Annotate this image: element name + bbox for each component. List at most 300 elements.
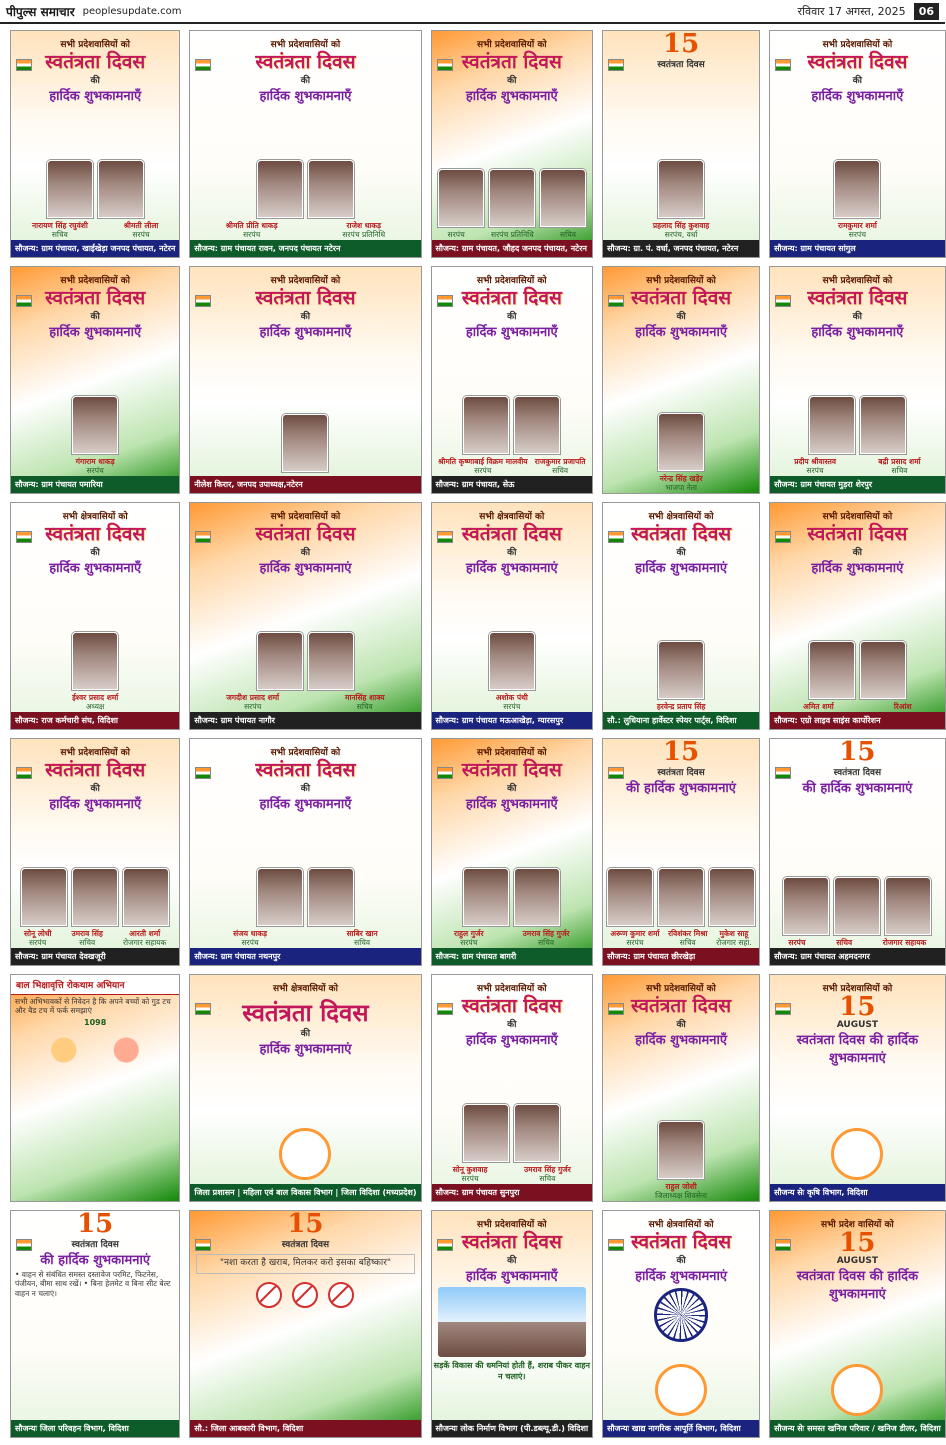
photo-row: [770, 340, 945, 456]
ad-sponsor-footer: सौजन्यः खाद्य नागरिक आपूर्ति विभाग, विदिशा: [603, 1420, 759, 1437]
person-role: सचिव: [79, 938, 96, 947]
person-name: मुकेश साहू रोजगार सहा.: [716, 929, 752, 947]
person-name: हरवेन्द्र प्रताप सिंह: [656, 702, 706, 711]
ad-sponsor-footer: सौजन्य: ग्राम पंचायत सुनपुरा: [432, 1184, 593, 1201]
photo-row: [11, 812, 179, 928]
ad-subtitle: की: [90, 547, 100, 558]
person-name: उमराव सिंह गुर्जर सचिव: [522, 929, 570, 947]
indian-flag-icon: [608, 767, 624, 779]
ad-sponsor-footer: सौजन्यः लोक निर्माण विभाग (पी.डब्ल्यू.डी.) विदिशा: [432, 1420, 593, 1437]
indian-flag-icon: [775, 767, 791, 779]
person-role: सचिव: [354, 938, 371, 947]
ad-wish: हार्दिक शुभकामनाएं: [465, 560, 558, 576]
person-photo: [783, 877, 829, 935]
person-role: सरपंच: [806, 466, 824, 475]
person-photo: [658, 413, 704, 471]
person-photo: [21, 868, 67, 926]
person-role: सचिव: [356, 702, 373, 711]
ad-sponsor-footer: सौजन्य: ग्राम पंचायत छीरखेड़ा: [603, 948, 759, 965]
ad-sponsor-footer: सौजन्य सेः कृषि विभाग, विदिशा: [770, 1184, 945, 1201]
person-photo: [282, 414, 328, 472]
ad-card: [189, 502, 421, 730]
ad-subtitle: की: [507, 1019, 517, 1030]
indian-flag-icon: [195, 59, 211, 71]
indian-flag-icon: [608, 1239, 624, 1251]
person-name: सरपंच: [788, 938, 806, 947]
person-name: राहुल जोशी जिलाध्यक्ष शिवसेना: [655, 1182, 707, 1200]
person-name: बद्री प्रसाद शर्मा सचिव: [878, 457, 921, 475]
ad-title: स्वतंत्रता दिवस: [461, 995, 562, 1017]
ad-subtitle: की: [852, 311, 862, 322]
person-photo: [463, 868, 509, 926]
person-role: सचिव: [560, 230, 576, 239]
ad-wish: की हार्दिक शुभकामनाएं: [802, 781, 913, 796]
name-row: [11, 928, 179, 948]
person-name: राहुल गुर्जर सरपंच: [454, 929, 484, 947]
ad-wish: की हार्दिक शुभकामनाएं: [626, 781, 736, 796]
ad-card: [602, 30, 760, 258]
ad-subtitle: की: [852, 547, 862, 558]
person-role: सरपंच: [848, 230, 866, 239]
decoration-circle: [655, 1364, 707, 1416]
person-role: सरपंच: [474, 466, 492, 475]
ad-wish: हार्दिक शुभकामनाएँ: [465, 88, 558, 104]
fifteen-august-logo: 15: [662, 737, 700, 767]
name-row: [190, 220, 420, 240]
person-role: सरपंच: [461, 1174, 479, 1183]
person-role: सचिव: [552, 466, 569, 475]
photo-row: [432, 812, 593, 928]
ad-greeting: सभी प्रदेशवासियों को: [477, 984, 547, 994]
ad-card: [189, 1210, 421, 1438]
photo-row: [11, 104, 179, 220]
person-photo: [308, 160, 354, 218]
person-photo: [308, 868, 354, 926]
no-symbol-icon: [256, 1282, 282, 1308]
ad-wish: हार्दिक शुभकामनाएँ: [259, 796, 352, 812]
ad-wish: हार्दिक शुभकामनाएँ: [259, 88, 352, 104]
ad-sponsor-footer: सौजन्य: ग्राम पंचायत बागरी: [432, 948, 593, 965]
ad-sponsor-footer: सौजन्य: ग्राम पंचायत रावन, जनपद पंचायत नटेरन: [190, 240, 420, 257]
ad-wish: हार्दिक शुभकामनाएँ: [465, 1032, 558, 1048]
ad-card: [602, 1210, 760, 1438]
ad-card: [431, 266, 594, 494]
person-photo: [809, 396, 855, 454]
person-photo: [834, 160, 880, 218]
person-photo: [72, 868, 118, 926]
person-photo: [514, 1104, 560, 1162]
ad-subtitle: की: [90, 311, 100, 322]
ad-card: [189, 266, 421, 494]
ad-subtitle: की: [300, 783, 311, 794]
ad-card: [769, 502, 946, 730]
ad-sponsor-footer: सौजन्य: ग्राम पंचायत नागौर: [190, 712, 420, 729]
name-row: [603, 220, 759, 240]
photo-row: [770, 104, 945, 220]
name-row: [603, 928, 759, 948]
ad-title: स्वतंत्रता दिवस: [242, 999, 369, 1027]
person-photo: [123, 868, 169, 926]
photo-row: [603, 340, 759, 473]
person-photo: [463, 396, 509, 454]
name-row: [11, 456, 179, 476]
ad-card: [431, 30, 594, 258]
ad-sponsor-footer: सौजन्य: ग्राम पंचायत, सेऊ: [432, 476, 593, 493]
website-url[interactable]: peoplesupdate.com: [82, 5, 182, 17]
ad-wish: हार्दिक शुभकामनाएं: [259, 1042, 352, 1058]
ad-wish: हार्दिक शुभकामनाएं: [635, 1268, 728, 1284]
ad-wish: हार्दिक शुभकामनाएं: [811, 560, 904, 576]
ad-subtitle: की: [507, 1255, 517, 1266]
name-row: [190, 928, 420, 948]
photo-row: [11, 576, 179, 692]
person-name: गंगाराम धाकड़ सरपंच: [75, 457, 115, 475]
person-role: सरपंच: [626, 938, 644, 947]
person-name: नारायण सिंह रघुवंशी सचिव: [31, 221, 88, 239]
masthead: [0, 0, 945, 24]
ad-subtitle: की: [676, 311, 686, 322]
ad-subtitle: की: [300, 311, 311, 322]
indian-flag-icon: [775, 531, 791, 543]
ad-wish: हार्दिक शुभकामनाएँ: [49, 796, 142, 812]
ad-subtitle: की: [300, 75, 311, 86]
ad-sponsor-footer: जिला प्रशासन | महिला एवं बाल विकास विभाग | जिला विदिशा (मध्यप्रदेश): [190, 1184, 420, 1201]
ad-subtitle: की: [852, 75, 862, 86]
ad-title: स्वतंत्रता दिवस: [461, 51, 562, 73]
person-role: सचिव: [538, 938, 555, 947]
ad-sponsor-footer: सौजन्य: ग्राम पंचायत पमारिया: [11, 476, 179, 493]
person-name: श्रीमति प्रीति धाकड़ सरपंच: [225, 221, 278, 239]
person-photo: [72, 396, 118, 454]
ad-sponsor-footer: सौजन्य: ग्रा. पं. वर्धा, जनपद पंचायत, नटेरन: [603, 240, 759, 257]
ad-subtitle: की: [507, 75, 517, 86]
person-name: साबिर खान सचिव: [346, 929, 378, 947]
person-role: सचिव: [679, 938, 696, 947]
name-row: [770, 937, 945, 948]
ad-sponsor-footer: सौजन्यः जिला परिवहन विभाग, विदिशा: [11, 1420, 179, 1437]
person-name: आरती शर्मा रोजगार सहायक: [123, 929, 167, 947]
person-name: जगदीश प्रसाद शर्मा सरपंच: [226, 693, 280, 711]
ad-wish: हार्दिक शुभकामनाएँ: [49, 560, 142, 576]
person-role: सचिव: [51, 230, 68, 239]
masthead-brand: [6, 3, 182, 20]
indian-flag-icon: [437, 59, 453, 71]
ad-greeting: सभी प्रदेशवासियों को: [60, 40, 130, 50]
photo-row: [432, 1048, 593, 1164]
ad-subtitle: स्वतंत्रता दिवस: [657, 768, 705, 778]
person-name: सोनू लोधी सरपंच: [24, 929, 52, 947]
photo-row: [190, 812, 420, 928]
ad-greeting: सभी प्रदेशवासियों को: [822, 276, 893, 286]
person-photo: [257, 160, 303, 218]
ad-subtitle: की: [676, 547, 686, 558]
decoration-circle: [831, 1364, 883, 1416]
photo-row: [432, 340, 593, 456]
person-photo: [438, 169, 484, 227]
ad-card: [602, 266, 760, 494]
person-role: सरपंच प्रतिनिधि: [342, 230, 386, 239]
ad-title: स्वतंत्रता दिवस: [255, 523, 356, 545]
ad-greeting: सभी क्षेत्रवासियों को: [479, 512, 545, 522]
photo-row: [190, 576, 420, 692]
person-name: नरेन्द्र सिंह खड़ेर भाजपा नेता: [659, 474, 703, 492]
ad-greeting: सभी क्षेत्रवासियों को: [648, 512, 714, 522]
person-name: उमराव सिंह गुर्जर सचिव: [523, 1165, 571, 1183]
name-row: [770, 456, 945, 476]
ad-wish: हार्दिक शुभकामनाएँ: [811, 88, 904, 104]
ad-subtitle: की: [300, 547, 311, 558]
road-illustration: [438, 1287, 587, 1357]
person-photo: [257, 632, 303, 690]
person-photo: [658, 160, 704, 218]
ad-wish: स्वतंत्रता दिवस की हार्दिक शुभकामनाएं: [796, 1033, 919, 1066]
person-role: सरपंच: [241, 938, 259, 947]
ad-greeting: सभी प्रदेशवासियों को: [60, 748, 130, 758]
person-photo: [540, 169, 586, 227]
ad-greeting: सभी प्रदेशवासियों को: [477, 276, 547, 286]
ad-card: [431, 1210, 594, 1438]
name-row: [770, 701, 945, 712]
ad-title: स्वतंत्रता दिवस: [45, 523, 146, 545]
person-role: सरपंच: [243, 230, 261, 239]
ad-greeting: सभी प्रदेशवासियों को: [822, 512, 893, 522]
ad-sponsor-footer: सौ.: जिला आबकारी विभाग, विदिशा: [190, 1420, 420, 1437]
person-name: प्रदीप श्रीवास्तव सरपंच: [794, 457, 837, 475]
name-row: [11, 220, 179, 240]
prohibition-icons: [190, 1282, 420, 1308]
ad-subtitle: की: [676, 1255, 686, 1266]
person-photo: [607, 868, 653, 926]
ad-greeting: सभी क्षेत्रवासियों को: [648, 1220, 714, 1230]
photo-row: [432, 104, 593, 229]
person-photo: [860, 641, 906, 699]
ad-card: [769, 738, 946, 966]
ad-subtitle: स्वतंत्रता दिवस: [833, 768, 882, 778]
name-row: [603, 1181, 759, 1201]
person-name: श्रीमती लीला सरपंच: [123, 221, 159, 239]
ad-subtitle: की: [507, 311, 517, 322]
ashoka-chakra-icon: [654, 1288, 708, 1342]
fifteen-august-logo: 15: [287, 1209, 324, 1239]
ad-subtitle: की: [507, 783, 517, 794]
roads-message: सड़कें विकास की धमनियां होती हैं, शराब पीकर वाहन न चलाएं।: [433, 1360, 590, 1381]
indian-flag-icon: [775, 295, 791, 307]
person-photo: [514, 396, 560, 454]
ad-greeting: सभी प्रदेशवासियों को: [270, 748, 341, 758]
indian-flag-icon: [437, 767, 453, 779]
person-photo: [489, 632, 535, 690]
person-name: [560, 230, 576, 239]
indian-flag-icon: [195, 531, 211, 543]
ad-card: [189, 30, 421, 258]
name-row: [11, 692, 179, 712]
person-photo: [514, 868, 560, 926]
person-photo: [885, 877, 931, 935]
person-name: मानसिंह शाक्य सचिव: [344, 693, 385, 711]
ad-greeting: सभी प्रदेशवासियों को: [270, 276, 341, 286]
ad-greeting: सभी क्षेत्रवासियों को: [272, 984, 338, 994]
person-role: सरपंच प्रतिनिधि: [491, 230, 534, 239]
photo-row: [603, 1048, 759, 1181]
person-name: संजय धाकड़ सरपंच: [233, 929, 268, 947]
indian-flag-icon: [195, 767, 211, 779]
ad-sponsor-footer: सौजन्य: एग्रो लाइव साइंस कार्पोरेशन: [770, 712, 945, 729]
ad-title: स्वतंत्रता दिवस: [461, 1231, 562, 1253]
ad-card: [769, 30, 946, 258]
ad-card: [189, 974, 421, 1202]
person-role: रोजगार सहायक: [123, 938, 167, 947]
ad-greeting: सभी प्रदेशवासियों को: [822, 40, 893, 50]
indian-flag-icon: [437, 1239, 453, 1251]
indian-flag-icon: [608, 1003, 624, 1015]
ad-title: स्वतंत्रता दिवस: [807, 51, 908, 73]
indian-flag-icon: [608, 295, 624, 307]
ad-sponsor-footer: नीलेश किरार, जनपद उपाध्यक्ष,नटेरन: [190, 476, 420, 493]
person-name: [448, 230, 465, 239]
person-photo: [658, 641, 704, 699]
ad-card: [769, 266, 946, 494]
decoration-circle: [279, 1128, 331, 1180]
campaign-text: सभी अभिभावकों से निवेदन है कि अपने बच्चों को गुड टच और बैड टच में फर्क समझाएं: [15, 997, 171, 1016]
person-name: ईश्वर प्रसाद शर्मा अध्यक्ष: [72, 693, 119, 711]
person-role: सरपंच: [244, 702, 262, 711]
ad-card: [10, 974, 180, 1202]
person-photo: [308, 632, 354, 690]
ad-greeting: सभी प्रदेश वासियों को: [821, 1220, 894, 1230]
spacer: [770, 1302, 945, 1420]
person-name: राजकुमार प्रजापति सचिव: [534, 457, 586, 475]
photo-row: [603, 576, 759, 701]
ad-card: [431, 738, 594, 966]
person-name: [491, 230, 534, 239]
page-number: 06: [914, 3, 939, 20]
person-role: सरपंच: [460, 938, 478, 947]
person-photo: [463, 1104, 509, 1162]
indian-flag-icon: [16, 767, 32, 779]
photo-row: [603, 796, 759, 928]
person-name: अशोक पंथी सरपंच: [495, 693, 528, 711]
indian-flag-icon: [195, 295, 211, 307]
indian-flag-icon: [16, 1239, 32, 1251]
person-role: सरपंच: [29, 938, 47, 947]
masthead-right: [798, 3, 939, 20]
ad-wish: हार्दिक शुभकामनाएँ: [49, 324, 142, 340]
ad-card: [10, 502, 180, 730]
person-name: रिआंश: [893, 702, 912, 711]
children-illustration: [17, 1030, 173, 1070]
person-photo: [709, 868, 755, 926]
person-photo: [72, 632, 118, 690]
ad-title: स्वतंत्रता दिवस: [631, 523, 732, 545]
fifteen-august-logo: 15: [839, 1228, 876, 1258]
ad-title: स्वतंत्रता दिवस: [807, 523, 908, 545]
person-role: जिलाध्यक्ष शिवसेना: [655, 1191, 707, 1200]
person-photo: [489, 169, 535, 227]
ad-greeting: सभी प्रदेशवासियों को: [270, 40, 341, 50]
photo-row: [11, 340, 179, 456]
ad-title: स्वतंत्रता दिवस: [255, 759, 356, 781]
name-row: [432, 456, 593, 476]
indian-flag-icon: [775, 1003, 791, 1015]
ad-card: [431, 502, 594, 730]
ad-title: स्वतंत्रता दिवस: [255, 287, 356, 309]
ad-wish: हार्दिक शुभकामनाएँ: [635, 324, 728, 340]
photo-row: [190, 340, 420, 474]
fifteen-august-logo: 15: [839, 992, 876, 1022]
ad-wish: हार्दिक शुभकामनाएँ: [465, 1268, 558, 1284]
ad-wish: की हार्दिक शुभकामनाएं: [40, 1253, 151, 1268]
ad-title: स्वतंत्रता दिवस: [45, 287, 146, 309]
indian-flag-icon: [16, 531, 32, 543]
ad-wish: स्वतंत्रता दिवस की हार्दिक शुभकामनाएं: [796, 1269, 919, 1302]
ad-subtitle: AUGUST: [836, 1020, 879, 1030]
ad-card: [10, 738, 180, 966]
person-role: सरपंच: [503, 702, 521, 711]
ad-title: स्वतंत्रता दिवस: [255, 51, 356, 73]
indian-flag-icon: [195, 1239, 211, 1251]
ad-sponsor-footer: सौजन्य: ग्राम पंचायत मऊआखेड़ा, ग्यारसपुर: [432, 712, 593, 729]
ad-sponsor-footer: सौजन्य सेः समस्त खनिज परिवार / खनिज डीलर, विदिशा: [770, 1420, 945, 1437]
decoration-circle: [831, 1128, 883, 1180]
ad-card: [602, 738, 760, 966]
fifteen-august-logo: 15: [662, 29, 700, 59]
indian-flag-icon: [437, 531, 453, 543]
ad-card: [602, 974, 760, 1202]
indian-flag-icon: [437, 1003, 453, 1015]
ad-grid: [10, 29, 941, 1438]
ad-wish: हार्दिक शुभकामनाएँ: [465, 796, 558, 812]
indian-flag-icon: [195, 1003, 211, 1015]
ad-title: स्वतंत्रता दिवस: [461, 759, 562, 781]
ad-title: स्वतंत्रता दिवस: [631, 995, 732, 1017]
ad-title: स्वतंत्रता दिवस: [45, 759, 146, 781]
ad-wish: हार्दिक शुभकामनाएँ: [49, 88, 142, 104]
person-role: सरपंच: [132, 230, 150, 239]
ad-sponsor-footer: सौजन्य: ग्राम पंचायत सांगुल: [770, 240, 945, 257]
ad-card: [189, 738, 421, 966]
ad-card: [10, 1210, 180, 1438]
photo-row: [190, 104, 420, 220]
ad-subtitle: की: [676, 1019, 686, 1030]
name-row: [432, 229, 593, 240]
ad-sponsor-footer: सौजन्य: ग्राम पंचायत अहमदनगर: [770, 948, 945, 965]
ad-greeting: सभी प्रदेशवासियों को: [477, 40, 547, 50]
ad-sponsor-footer: सौ.: लुधियाना हार्वेस्टर स्पेयर पार्ट्स, विदिशा: [603, 712, 759, 729]
person-role: सचिव: [891, 466, 908, 475]
name-row: [770, 220, 945, 240]
ad-card: [769, 974, 946, 1202]
ad-subtitle: स्वतंत्रता दिवस: [657, 60, 705, 70]
person-photo: [658, 868, 704, 926]
ad-sponsor-footer: सौजन्य: ग्राम पंचायत, खाईखेड़ा जनपद पंचायत, नटेरन: [11, 240, 179, 257]
person-role: सरपंच, वर्धा: [664, 230, 698, 239]
ad-sponsor-footer: सौजन्य: ग्राम पंचायत, जौहद जनपद पंचायत, नटेरन: [432, 240, 593, 257]
ad-subtitle: स्वतंत्रता दिवस: [281, 1240, 330, 1250]
ad-greeting: सभी प्रदेशवासियों को: [646, 276, 716, 286]
indian-flag-icon: [437, 295, 453, 307]
indian-flag-icon: [16, 295, 32, 307]
ad-wish: हार्दिक शुभकामनाएँ: [465, 324, 558, 340]
person-name: प्रहलाद सिंह कुशवाह सरपंच, वर्धा: [652, 221, 710, 239]
no-symbol-icon: [292, 1282, 318, 1308]
ad-card: [10, 266, 180, 494]
person-name: सचिव: [836, 938, 853, 947]
ad-wish: हार्दिक शुभकामनाएँ: [259, 324, 352, 340]
fifteen-august-logo: 15: [77, 1209, 114, 1239]
indian-flag-icon: [16, 59, 32, 71]
ad-greeting: सभी प्रदेशवासियों को: [477, 1220, 547, 1230]
person-name: सोनू कुशवाह सरपंच: [452, 1165, 488, 1183]
